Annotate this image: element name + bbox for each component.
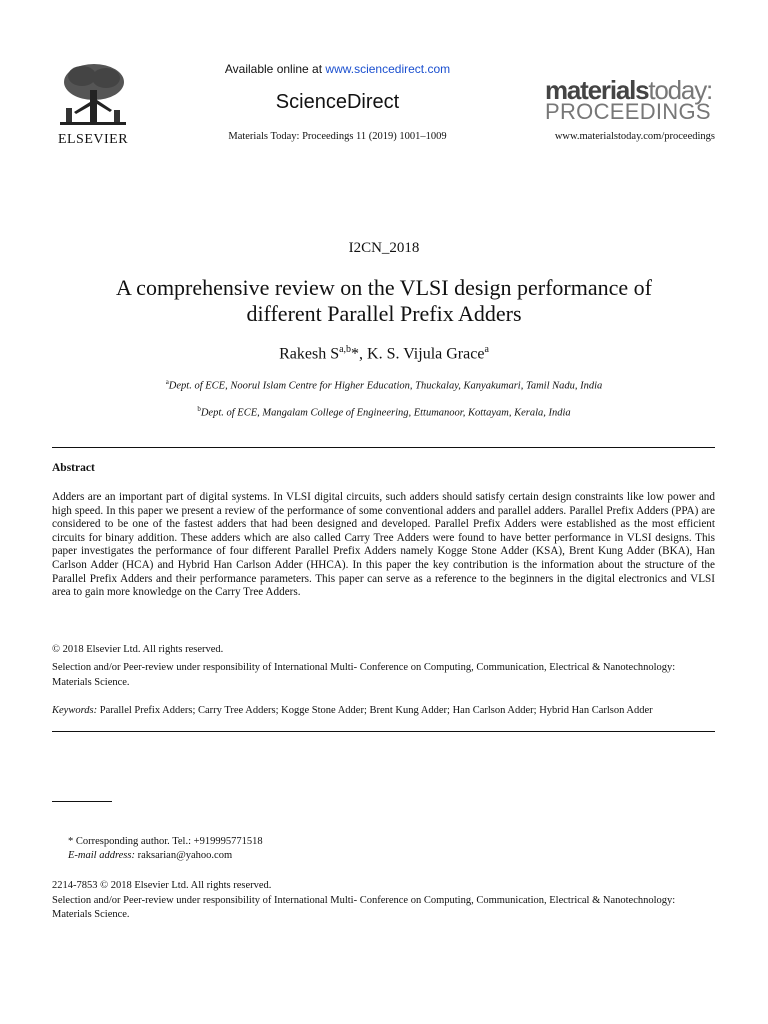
materials-today-logo [545, 75, 715, 124]
email-address[interactable]: raksarian@yahoo.com [134, 850, 233, 861]
author-2: K. S. Vijula Grace [367, 345, 485, 363]
author-1: Rakesh S [279, 345, 340, 363]
publisher-name: ELSEVIER [57, 132, 129, 147]
author-2-affiliation-mark: a [484, 344, 489, 355]
corresponding-mark: *, [351, 345, 368, 363]
keywords-label: Keywords: [52, 705, 98, 716]
conference-name: I2CN_2018 [348, 240, 420, 256]
affiliation-b [0, 405, 768, 419]
affiliation-mark: a [165, 378, 169, 386]
abstract-peer-review-note: Selection and/or Peer-review under responsibility of International Multi- Conference on Computing, Communication, Electrical & Nanotechnology: Materials Science. [52, 662, 676, 688]
email-label: E-mail address: [68, 850, 135, 861]
affiliation-mark: b [197, 405, 201, 413]
sciencedirect-link[interactable]: www.sciencedirect.com [325, 62, 451, 76]
keywords-list: Parallel Prefix Adders; Carry Tree Adders; Kogge Stone Adder; Brent Kung Adder; Han Carlson Adder; Hybrid Han Carlson Adder [97, 705, 653, 716]
abstract-bottom-rule [52, 731, 715, 732]
title-line-1: A comprehensive review on the VLSI design performance of [116, 275, 652, 300]
available-online-line [180, 62, 495, 76]
logo-word-materials: materials [545, 75, 649, 105]
keywords-line [52, 705, 715, 716]
paper-title [60, 275, 708, 327]
platform-name: ScienceDirect [275, 91, 400, 113]
author-line [0, 344, 768, 363]
issn-copyright: 2214-7853 © 2018 Elsevier Ltd. All rights reserved. [52, 880, 272, 891]
footer-peer-review-note: Selection and/or Peer-review under responsibility of International Multi- Conference on Computing, Communication, Electrical & Nanotechnology: Materials Science. [52, 895, 676, 920]
author-1-affiliation-mark: a,b [339, 344, 352, 355]
title-line-2: different Parallel Prefix Adders [246, 301, 522, 326]
abstract-top-rule [52, 447, 715, 448]
abstract-copyright: © 2018 Elsevier Ltd. All rights reserved. [52, 644, 224, 655]
affiliation-a [0, 378, 768, 392]
email-note [68, 850, 232, 861]
abstract-body: Adders are an important part of digital systems. In VLSI digital circuits, such adders should satisfy certain design constraints like low power and high speed. In this paper we present a review of the performance of some conventional adders and parallel adders. Parallel Prefix Adders (PPA) are considered to be one of the fastest adders that had been designed and developed. Parallel Prefix Adders were established as the most efficient circuits for binary addition. These adders which are also called Carry Tree Adders were found to have better performance in VLSI designs. This paper investigates the performance of four different Parallel Prefix Adders namely Kogge Stone Adder (KSA), Brent Kung Adder (BKA), Han Carlson Adder (HCA) and Hybrid Han Carlson Adder (HHCA). In this paper the key contribution is the information about the structure of the Parallel Prefix Adders and their performance parameters. This paper can serve as a reference to the beginners in the digital electronics and VLSI area to gain more knowledge on the Carry Tree Adders. [52, 491, 715, 599]
available-prefix: Available online at [224, 62, 326, 76]
logo-word-proceedings: PROCEEDINGS [545, 99, 711, 124]
journal-citation: Materials Today: Proceedings 11 (2019) 1001–1009 [228, 131, 447, 142]
abstract-heading: Abstract [52, 462, 95, 474]
footnote-rule [52, 801, 112, 802]
journal-url-link[interactable]: www.materialstoday.com/proceedings [554, 131, 715, 142]
affiliation-text: Dept. of ECE, Noorul Islam Centre for Higher Education, Thuckalay, Kanyakumari, Tamil Nadu, India [168, 380, 603, 392]
corresponding-author-note: * Corresponding author. Tel.: +919995771518 [68, 836, 263, 847]
affiliation-text: Dept. of ECE, Mangalam College of Engineering, Ettumanoor, Kottayam, Kerala, India [200, 407, 571, 419]
logo-word-today: today: [648, 75, 713, 105]
